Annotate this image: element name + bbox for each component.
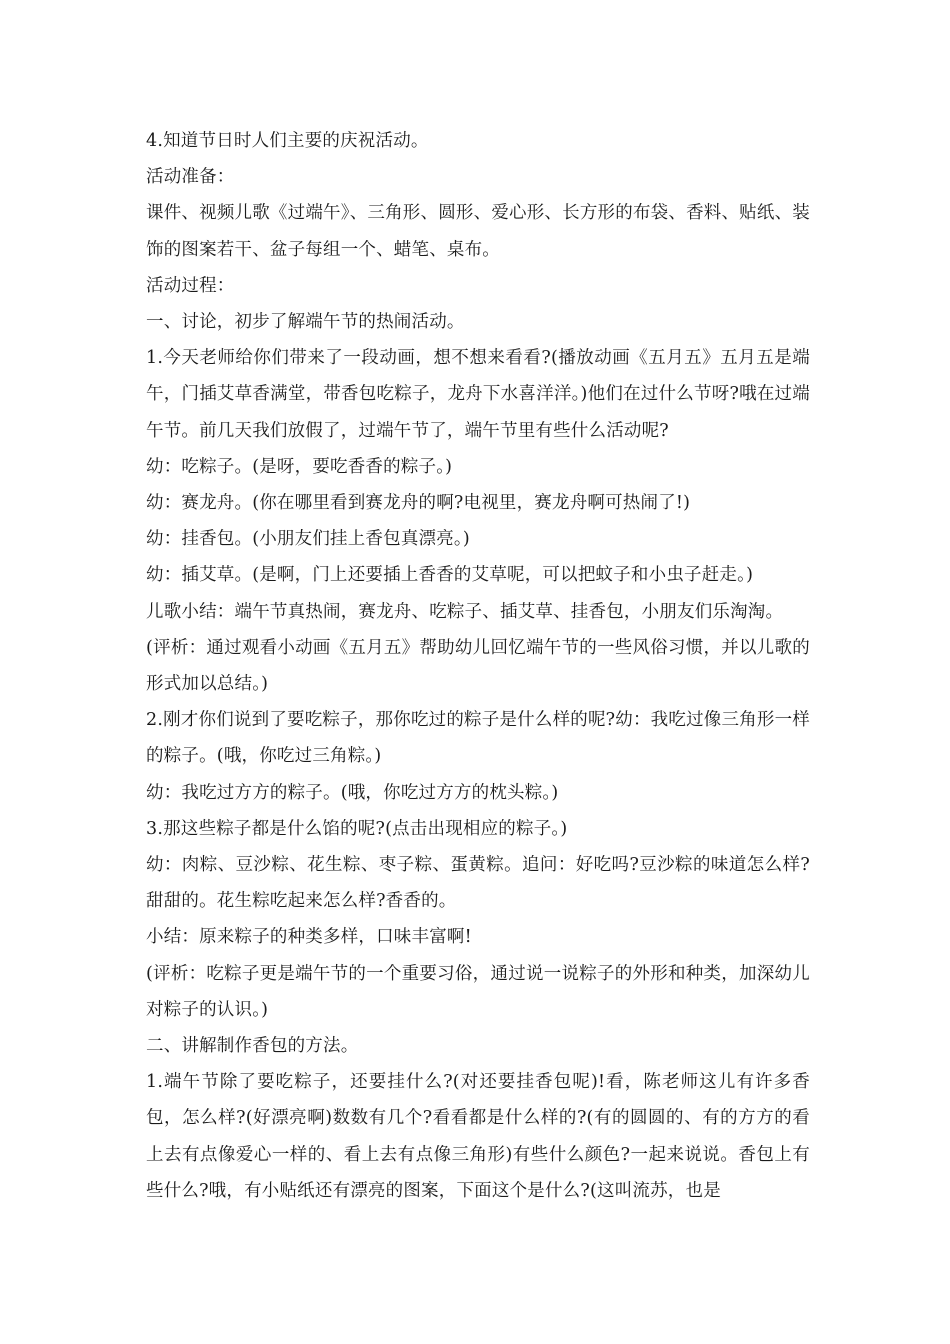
paragraph: (评析：通过观看小动画《五月五》帮助幼儿回忆端午节的一些风俗习惯，并以儿歌的形式加以总结。) [146, 637, 810, 695]
paragraph: 课件、视频儿歌《过端午》、三角形、圆形、爱心形、长方形的布袋、香料、贴纸、装饰的图案若干、盆子每组一个、蜡笔、桌布。 [146, 203, 810, 260]
paragraph: 活动过程： [146, 275, 235, 296]
paragraph: 幼：插艾草。(是啊，门上还要插上香香的艾草呢，可以把蚊子和小虫子赶走。) [146, 565, 754, 586]
paragraph: 幼：吃粽子。(是呀，要吃香香的粽子。) [146, 456, 453, 477]
paragraph: 3.那这些粽子都是什么馅的呢?(点击出现相应的粽子。) [146, 818, 568, 839]
paragraph: 幼：我吃过方方的粽子。(哦，你吃过方方的枕头粽。) [146, 782, 559, 803]
paragraph: 1.今天老师给你们带来了一段动画，想不想来看看?(播放动画《五月五》五月五是端午，门插艾草香满堂，带香包吃粽子，龙舟下水喜洋洋。)他们在过什么节呀?哦在过端午节。前几天我们放假了，过端午节了，端午节里有些什么活动呢? [146, 348, 810, 441]
paragraph: 幼：挂香包。(小朋友们挂上香包真漂亮。) [146, 529, 470, 550]
paragraph: 幼：赛龙舟。(你在哪里看到赛龙舟的啊?电视里，赛龙舟啊可热闹了!) [146, 493, 691, 514]
paragraph: 一、讨论，初步了解端午节的热闹活动。 [146, 312, 465, 333]
paragraph: 儿歌小结：端午节真热闹，赛龙舟、吃粽子、插艾草、挂香包，小朋友们乐淘淘。 [146, 601, 784, 622]
paragraph: 二、讲解制作香包的方法。 [146, 1036, 359, 1057]
document-body [146, 123, 810, 1209]
paragraph: 小结：原来粽子的种类多样，口味丰富啊! [146, 927, 472, 948]
paragraph: 4.知道节日时人们主要的庆祝活动。 [146, 131, 429, 151]
paragraph: 幼：肉粽、豆沙粽、花生粽、枣子粽、蛋黄粽。追问：好吃吗?豆沙粽的味道怎么样?甜甜的。花生粽吃起来怎么样?香香的。 [146, 855, 810, 912]
paragraph: 活动准备： [146, 167, 235, 188]
paragraph: 2.刚才你们说到了要吃粽子，那你吃过的粽子是什么样的呢?幼：我吃过像三角形一样的粽子。(哦，你吃过三角粽。) [146, 710, 810, 767]
paragraph: (评析：吃粽子更是端午节的一个重要习俗，通过说一说粽子的外形和种类，加深幼儿对粽子的认识。) [146, 963, 810, 1020]
paragraph: 1.端午节除了要吃粽子，还要挂什么?(对还要挂香包呢)!看，陈老师这儿有许多香包，怎么样?(好漂亮啊)数数有几个?看看都是什么样的?(有的圆圆的、有的方方的看上去有点像爱心一样的、看上去有点像三角形)有些什么颜色?一起来说说。香包上有些什么?哦，有小贴纸还有漂亮的图案，下面这个是什么?(这叫流苏，也是 [146, 1072, 810, 1201]
